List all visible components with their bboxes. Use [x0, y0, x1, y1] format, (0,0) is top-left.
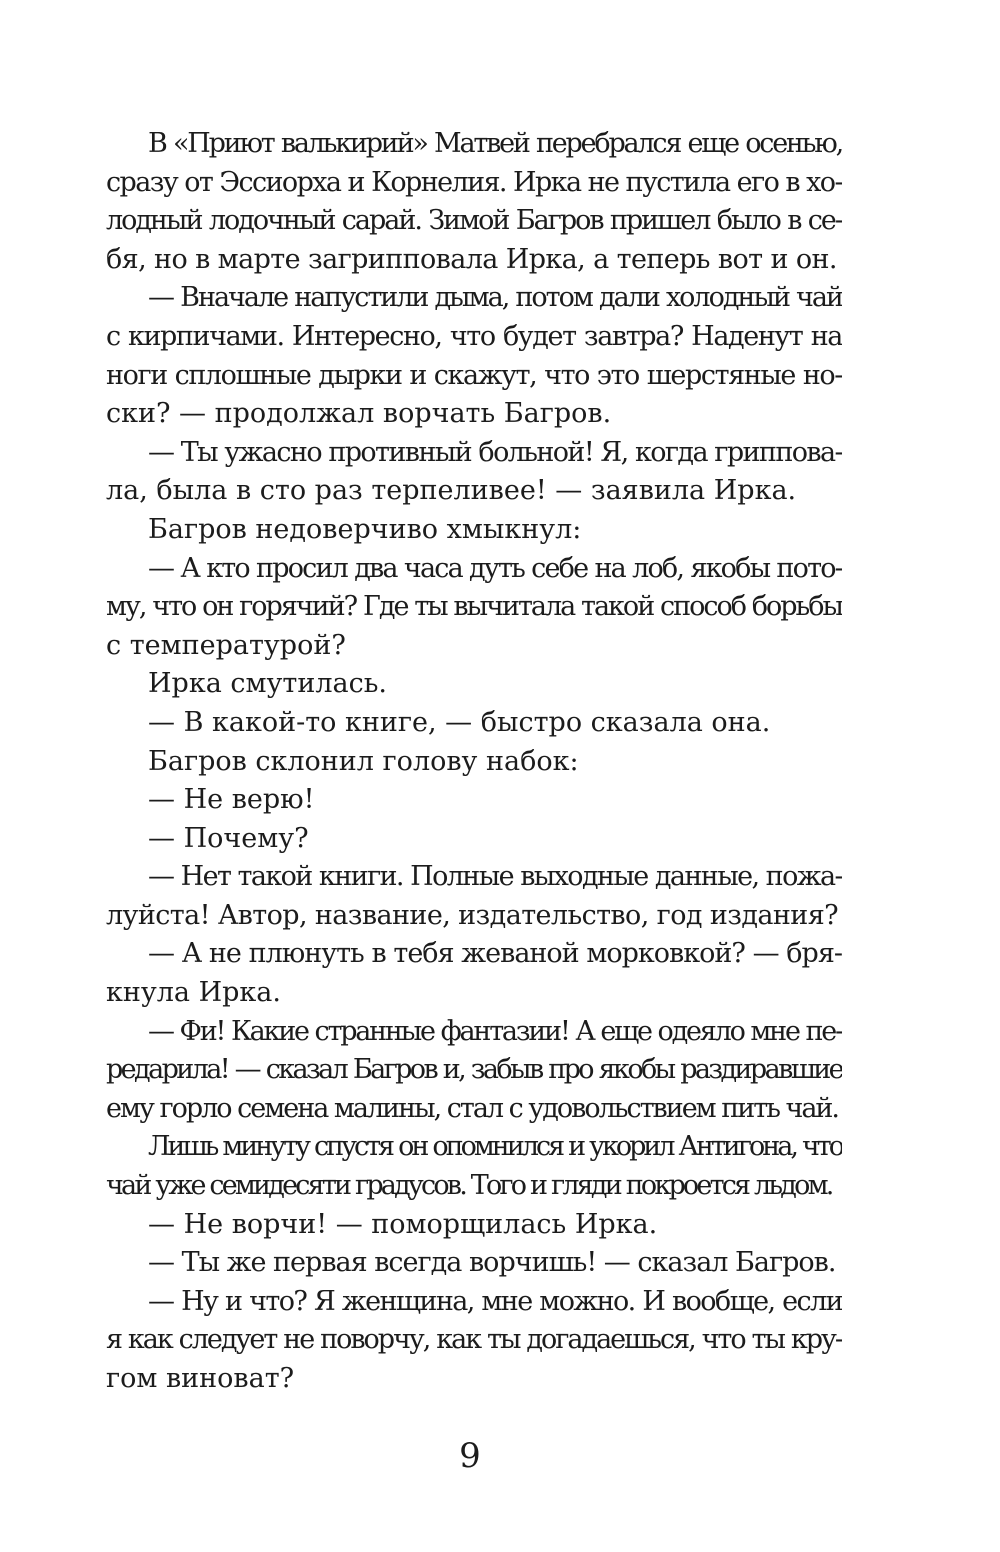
text-line: Багров недоверчиво хмыкнул:	[148, 513, 582, 545]
text-line: Лишь минуту спустя он опомнился и укорил Антигона, что	[148, 1131, 842, 1163]
text-line: редарила! — сказал Багров и, забыв про якобы раздиравшие	[106, 1054, 842, 1086]
text-line: гом виноват?	[106, 1363, 295, 1394]
text-line: Багров склонил голову набок:	[148, 745, 579, 777]
text-line: — Не ворчи! — поморщилась Ирка.	[148, 1208, 658, 1240]
text-line: кнула Ирка.	[106, 977, 281, 1009]
text-line: я как следует не поворчу, как ты догадаешься, что ты кру-	[106, 1324, 842, 1356]
text-line: ски? — продолжал ворчать Багров.	[106, 398, 612, 430]
text-line: ла, была в сто раз терпеливее! — заявила Ирка.	[106, 475, 797, 507]
text-line: сразу от Эссиорха и Корнелия. Ирка не пустила его в хо-	[106, 166, 842, 198]
text-line: бя, но в марте загрипповала Ирка, а теперь вот и он.	[106, 243, 837, 275]
text-line: — Вначале напустили дыма, потом дали холодный чай	[148, 282, 842, 314]
text-line: ноги сплошные дырки и скажут, что это шерстяные но-	[106, 359, 842, 391]
text-line: с кирпичами. Интересно, что будет завтра? Наденут на	[106, 320, 842, 352]
text-line: му, что он горячий? Где ты вычитала такой способ борьбы	[106, 591, 842, 623]
text-line: — Не верю!	[148, 784, 315, 816]
body-text	[106, 125, 842, 1399]
text-line: луйста! Автор, название, издательство, год издания?	[106, 899, 839, 931]
text-line: — Почему?	[148, 822, 309, 854]
text-line: — А не плюнуть в тебя жеваной морковкой? — бря-	[148, 938, 842, 970]
text-line: — Ты же первая всегда ворчишь! — сказал Багров.	[148, 1247, 836, 1279]
text-line: В «Приют валькирий» Матвей перебрался еще осенью,	[148, 128, 842, 159]
text-line: — Ты ужасно противный больной! Я, когда гриппова-	[148, 436, 842, 468]
text-line: чай уже семидесяти градусов. Того и гляди покроется льдом.	[106, 1170, 832, 1202]
text-line: — Фи! Какие странные фантазии! А еще одеяло мне пе-	[148, 1015, 842, 1047]
text-line: лодный лодочный сарай. Зимой Багров пришел было в се-	[106, 205, 842, 237]
text-line: — А кто просил два часа дуть себе на лоб, якобы пото-	[148, 552, 842, 584]
text-line: — Ну и что? Я женщина, мне можно. И вообще, если	[148, 1285, 842, 1317]
text-line: — Нет такой книги. Полные выходные данные, пожа-	[148, 861, 842, 893]
text-line: — В какой-то книге, — быстро сказала она.	[148, 706, 771, 738]
page-number: 9	[459, 1436, 481, 1476]
text-line: с температурой?	[106, 629, 346, 661]
text-line: Ирка смутилась.	[148, 668, 387, 700]
text-line: ему горло семена малины, стал с удовольствием пить чай.	[106, 1092, 838, 1124]
